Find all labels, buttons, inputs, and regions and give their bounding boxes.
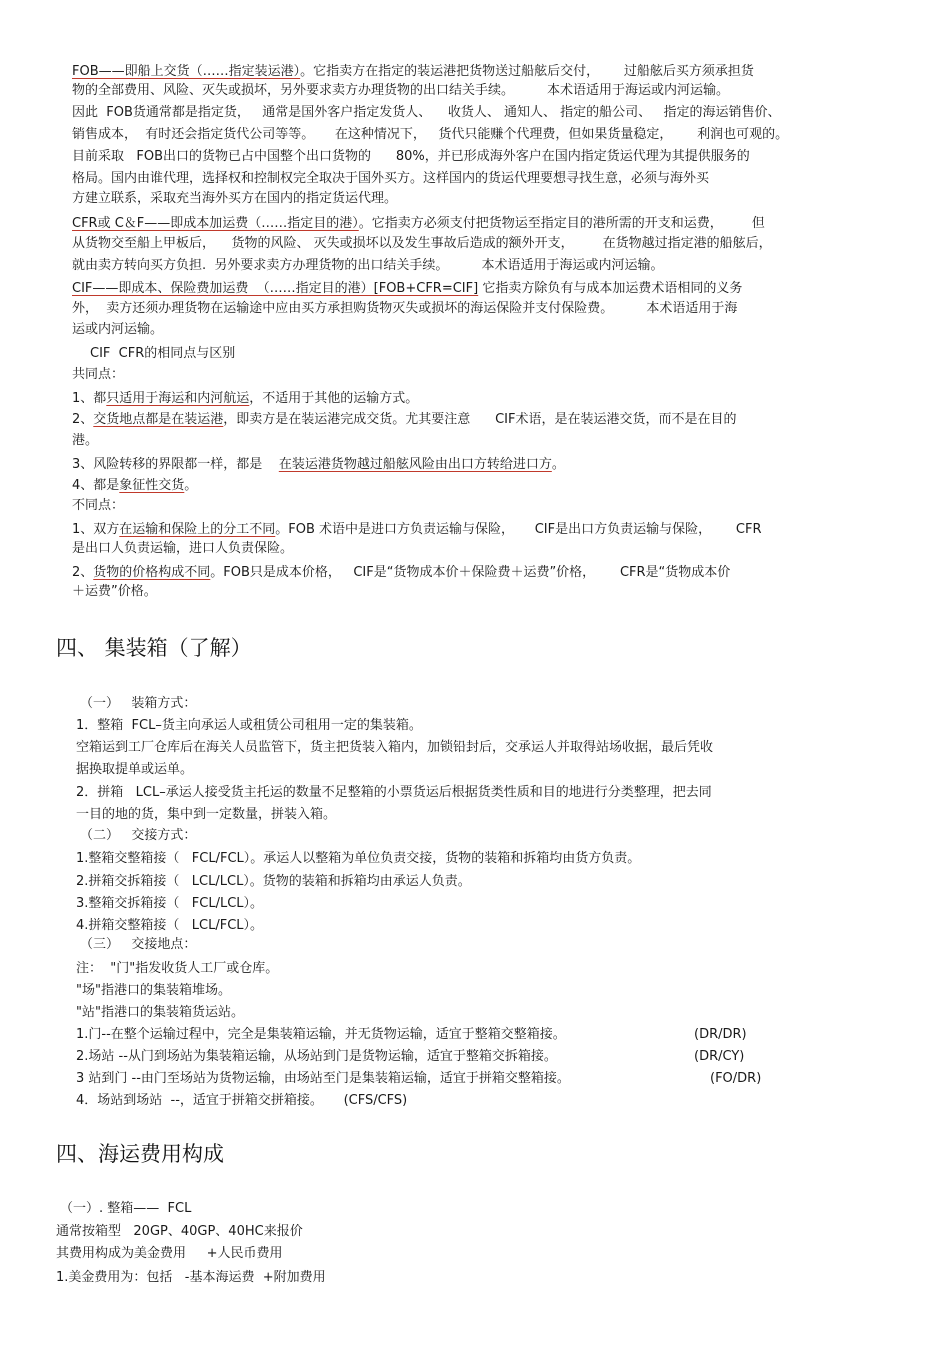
cfr-line-2: 从货物交至船上甲板后， 货物的风险、 灭失或损坏以及发生事故后造成的额外开支， 在货物越过指定港的船舷后， <box>72 236 772 251</box>
packing-lcl-cont: 一目的地的货，集中到一定数量，拼装入箱。 <box>76 807 337 822</box>
same-point-2-prefix: 2、 <box>72 412 94 427</box>
compare-title: CIF CFR的相同点与区别 <box>90 346 236 361</box>
note-yard: "场"指港口的集装箱堆场。 <box>76 983 231 998</box>
fee-line-1: 通常按箱型 20GP、40GP、40HC来报价 <box>56 1224 303 1239</box>
packing-fcl-desc: 空箱运到工厂仓库后在海关人员监管下，货主把货装入箱内，加锁铅封后，交承运人并取得站场收据，最后凭收 <box>76 740 714 755</box>
place-3: 3 站到门 --由门至场站为货物运输，由场站至门是集装箱运输，适宜于拼箱交整箱接。 <box>76 1071 570 1086</box>
cif-line-3: 运或内河运输。 <box>72 322 164 337</box>
fee-line-2: 其费用构成为美金费用 +人民币费用 <box>56 1246 283 1261</box>
fob-line-6: 格局。国内由谁代理，选择权和控制权完全取决于国外买方。这样国内的货运代理要想寻找生意，必须与海外买 <box>72 171 710 186</box>
cif-line-2: 外， 卖方还须办理货物在运输途中应由买方承担购货物灭失或损坏的海运保险并支付保险费。 本术语适用于海 <box>72 301 738 316</box>
place-1: 1.门--在整个运输过程中，完全是集装箱运输，并无货物运输，适宜于整箱交整箱接。 <box>76 1027 566 1042</box>
packing-fcl-desc-cont: 据换取提单或运单。 <box>76 762 194 777</box>
same-point-1-key: 只适用于海运和内河航运 <box>106 391 250 406</box>
diff-point-2-prefix: 2、 <box>72 565 94 580</box>
place-2: 2.场站 --从门到场站为集装箱运输，从场站到门是货物运输，适宜于整箱交拆箱接。 <box>76 1049 557 1064</box>
same-point-2-text: ，即卖方是在装运港完成交货。尤其要注意 CIF术语，是在装运港交货，而不是在目的 <box>223 412 737 427</box>
same-point-2 <box>72 410 736 430</box>
handover-method-title: （二） 交接方式： <box>80 828 197 843</box>
handover-3: 3.整箱交拆箱接（ FCL/LCL）。 <box>76 896 264 911</box>
fob-line-4: 销售成本， 有时还会指定货代公司等等。 在这种情况下， 货代只能赚个代理费，但如果货量稳定， 利润也可观的。 <box>72 127 789 142</box>
cfr-line-1 <box>72 214 765 234</box>
packing-fcl: 1．整箱 FCL–货主向承运人或租赁公司租用一定的集装箱。 <box>76 718 422 733</box>
fob-line-3: 因此 FOB货通常都是指定货， 通常是国外客户指定发货人、 收货人、 通知人、 指定的船公司、 指定的海运销售价、 <box>72 105 781 120</box>
cif-definition: 它指卖方除负有与成本加运费术语相同的义务 <box>478 281 743 296</box>
same-point-4 <box>72 476 197 496</box>
same-point-2-cont: 港。 <box>72 433 99 448</box>
same-point-4-prefix: 4、都是 <box>72 478 120 493</box>
same-point-3-text: 。 <box>551 457 565 472</box>
fcl-fee-title: （一）. 整箱—— FCL <box>60 1201 192 1216</box>
diff-point-2 <box>72 563 730 583</box>
same-point-1 <box>72 389 418 409</box>
place-3-code: (FO/DR) <box>710 1071 762 1086</box>
fob-line-2: 物的全部费用、风险、灭失或损坏，另外要求卖方办理货物的出口结关手续。 本术语适用于海运或内河运输。 <box>72 83 730 98</box>
cif-line-1 <box>72 279 742 299</box>
same-point-3-prefix: 3、风险转移的界限都一样，都是 <box>72 457 279 472</box>
same-point-3-key: 在装运港货物越过船舷风险由出口方转给进口方 <box>278 457 552 472</box>
diff-point-1-text: 。FOB 术语中是进口方负责运输与保险， CIF是出口方负责运输与保险， CFR <box>275 522 762 537</box>
section-heading-container: 四、 集装箱（了解） <box>56 636 252 660</box>
packing-method-title: （一） 装箱方式： <box>80 696 197 711</box>
fob-line-1 <box>72 62 754 82</box>
section-heading-fees: 四、海运费用构成 <box>56 1142 224 1166</box>
fob-line-7: 方建立联系，采取充当海外买方在国内的指定货运代理。 <box>72 191 398 206</box>
cif-term: CIF——即成本、保险费加运费 （……指定目的港）[FOB+CFR=CIF] <box>72 281 479 296</box>
diff-point-1 <box>72 520 762 540</box>
handover-1: 1.整箱交整箱接（ FCL/FCL）。承运人以整箱为单位负责交接，货物的装箱和拆箱均由货方负责。 <box>76 851 641 866</box>
place-1-code: (DR/DR) <box>694 1027 747 1042</box>
same-points-label: 共同点： <box>72 367 125 382</box>
diff-point-1-key: 在运输和保险上的分工不同 <box>119 522 276 537</box>
note-station: "站"指港口的集装箱货运站。 <box>76 1005 244 1020</box>
same-point-3 <box>72 455 565 475</box>
packing-lcl: 2．拼箱 LCL–承运人接受货主托运的数量不足整箱的小票货运后根据货类性质和目的地进行分类整理，把去同 <box>76 785 712 800</box>
cfr-definition: 。它指卖方必须支付把货物运至指定目的港所需的开支和运费， 但 <box>358 216 765 231</box>
cfr-term: CFR或 C＆F——即成本加运费（……指定目的港） <box>72 216 359 231</box>
note-door: 注： "门"指发收货人工厂或仓库。 <box>76 961 279 976</box>
same-point-4-key: 象征性交货 <box>119 478 185 493</box>
diff-point-2-key: 货物的价格构成不同 <box>93 565 211 580</box>
handover-2: 2.拼箱交拆箱接（ LCL/LCL）。货物的装箱和拆箱均由承运人负责。 <box>76 874 471 889</box>
diff-point-1-prefix: 1、双方 <box>72 522 120 537</box>
same-point-4-text: 。 <box>184 478 198 493</box>
place-2-code: (DR/CY) <box>694 1049 745 1064</box>
fob-definition: 。它指卖方在指定的装运港把货物送过船舷后交付， 过船舷后买方须承担货 <box>300 64 754 79</box>
diff-point-1-cont: 是出口人负责运输，进口人负责保险。 <box>72 541 294 556</box>
same-point-1-prefix: 1、都 <box>72 391 107 406</box>
same-point-2-key: 交货地点都是在装运港 <box>93 412 224 427</box>
place-4: 4．场站到场站 --，适宜于拼箱交拼箱接。 (CFS/CFS) <box>76 1093 408 1108</box>
handover-place-title: （三） 交接地点： <box>80 937 197 952</box>
cfr-line-3: 就由卖方转向买方负担. 另外要求卖方办理货物的出口结关手续。 本术语适用于海运或内河运输。 <box>72 258 664 273</box>
diff-point-2-text: 。FOB只是成本价格， CIF是“货物成本价＋保险费＋运费”价格， CFR是“货物成本价 <box>210 565 731 580</box>
same-point-1-text: ，不适用于其他的运输方式。 <box>249 391 419 406</box>
fob-term: FOB——即船上交货（……指定装运港） <box>72 64 301 79</box>
fee-line-3: 1.美金费用为：包括 -基本海运费 +附加费用 <box>56 1270 326 1285</box>
handover-4: 4.拼箱交整箱接（ LCL/FCL）。 <box>76 918 264 933</box>
diff-points-label: 不同点： <box>72 498 125 513</box>
fob-line-5: 目前采取 FOB出口的货物已占中国整个出口货物的 80%，并已形成海外客户在国内指定货运代理为其提供服务的 <box>72 149 750 164</box>
diff-point-2-cont: ＋运费”价格。 <box>72 584 157 599</box>
